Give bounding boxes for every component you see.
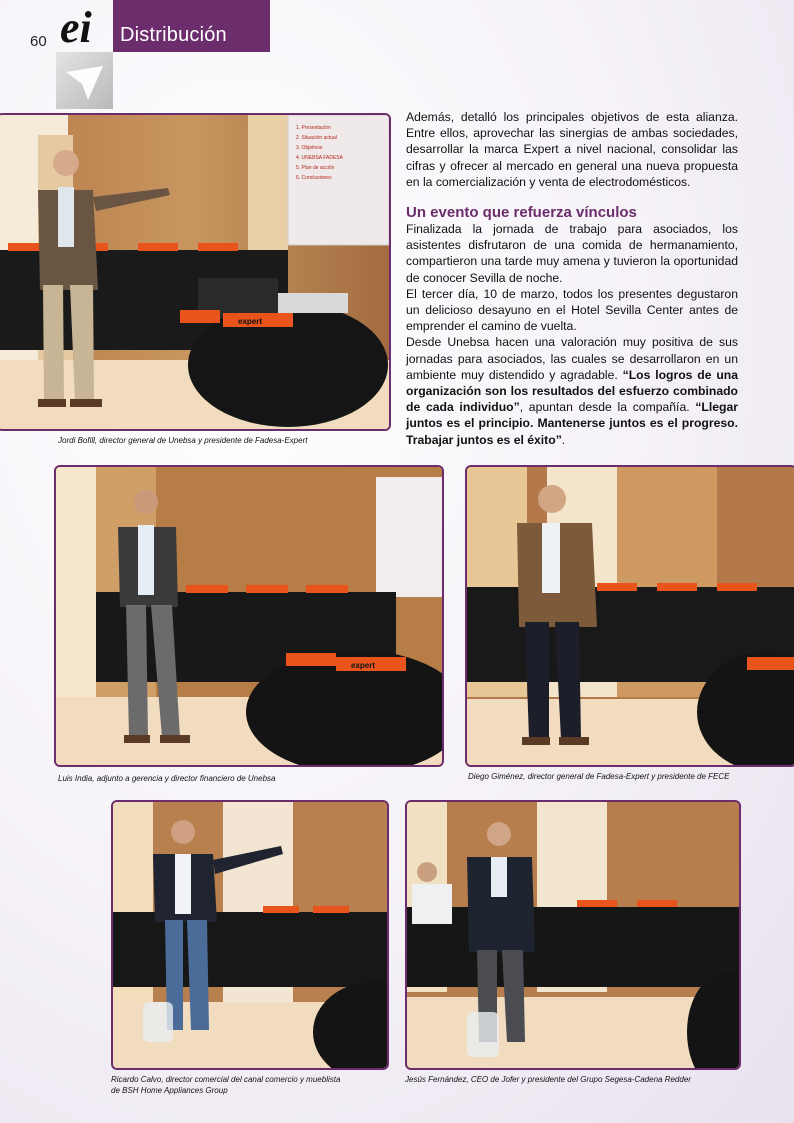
svg-text:6. Conclusiones: 6. Conclusiones bbox=[296, 175, 332, 181]
section-title: Distribución bbox=[120, 24, 227, 46]
magazine-logo: ei bbox=[60, 3, 92, 52]
caption-photo-4 bbox=[111, 1074, 340, 1096]
page-number: 60 bbox=[30, 33, 47, 50]
paragraph-3: Desde Unebsa hacen una valoración muy positiva de sus jornadas para asociados, las cuales se desarrollaron en un ambiente muy distendido y agradable. “Los logros de una organización son los resultados del esfuerzo combinado de cada individuo”, apuntan desde la compañía. “Llegar juntos es el principio. Mantenerse juntos es el progreso. Trabajar juntos es el éxito”. bbox=[406, 335, 738, 447]
photo-luis-india bbox=[54, 465, 444, 767]
photo-diego-gimenez bbox=[465, 465, 794, 767]
caption-photo-1: Jordi Bofill, director general de Unebsa y presidente de Fadesa-Expert bbox=[58, 436, 308, 445]
article-intro bbox=[406, 109, 738, 190]
svg-text:5. Plan de acción: 5. Plan de acción bbox=[296, 165, 335, 171]
svg-text:expert: expert bbox=[238, 317, 263, 326]
svg-text:4. UNEBSA FADESA: 4. UNEBSA FADESA bbox=[296, 155, 343, 161]
svg-text:3. Objetivos: 3. Objetivos bbox=[296, 145, 323, 151]
svg-text:expert: expert bbox=[351, 661, 376, 670]
caption-photo-5: Jesús Fernández, CEO de Jofer y presidente del Grupo Segesa-Cadena Redder bbox=[405, 1075, 691, 1084]
svg-text:1. Presentación: 1. Presentación bbox=[296, 125, 331, 131]
article-subheading: Un evento que refuerza vínculos bbox=[406, 204, 637, 221]
arrow-icon bbox=[56, 52, 113, 109]
paragraph-intro: Además, detalló los principales objetivos de esta alianza. Entre ellos, aprovechar las sinergias de ambas sociedades, desarrollar la marca Expert a nivel nacional, consolidar las cifras y ofrecer al mercado en general una nueva propuesta en la comercialización y venta de electrodomésticos. bbox=[406, 110, 738, 189]
paragraph-2: El tercer día, 10 de marzo, todos los presentes degustaron un delicioso desayuno en el Hotel Sevilla Center antes de emprender el camino de vuelta. bbox=[406, 286, 738, 334]
paragraph-1: Finalizada la jornada de trabajo para asociados, los asistentes disfrutaron de una comida de hermanamiento, compartieron una tarde muy amena y tuvieron la oportunidad de conocer Sevilla de noche. bbox=[406, 222, 738, 285]
article-body bbox=[406, 221, 738, 448]
caption-photo-4-line2: de BSH Home Appliances Group bbox=[111, 1086, 228, 1095]
photo-ricardo-calvo bbox=[111, 800, 389, 1070]
caption-photo-2: Luis India, adjunto a gerencia y director financiero de Unebsa bbox=[58, 774, 276, 783]
caption-photo-4-line1: Ricardo Calvo, director comercial del canal comercio y mueblista bbox=[111, 1075, 341, 1084]
photo-jordi-bofill bbox=[0, 113, 391, 431]
photo-jesus-fernandez bbox=[405, 800, 741, 1070]
svg-text:2. Situación actual: 2. Situación actual bbox=[296, 135, 337, 141]
caption-photo-3: Diego Giménez, director general de Fadesa-Expert y presidente de FECE bbox=[468, 772, 730, 781]
section-header bbox=[113, 0, 270, 52]
quote-2: “Llegar juntos es el principio. Mantenerse juntos es el progreso. Trabajar juntos es el éxito” bbox=[406, 400, 738, 447]
quote-1: “Los logros de una organización son los resultados del esfuerzo combinado de cada individuo” bbox=[406, 367, 738, 415]
